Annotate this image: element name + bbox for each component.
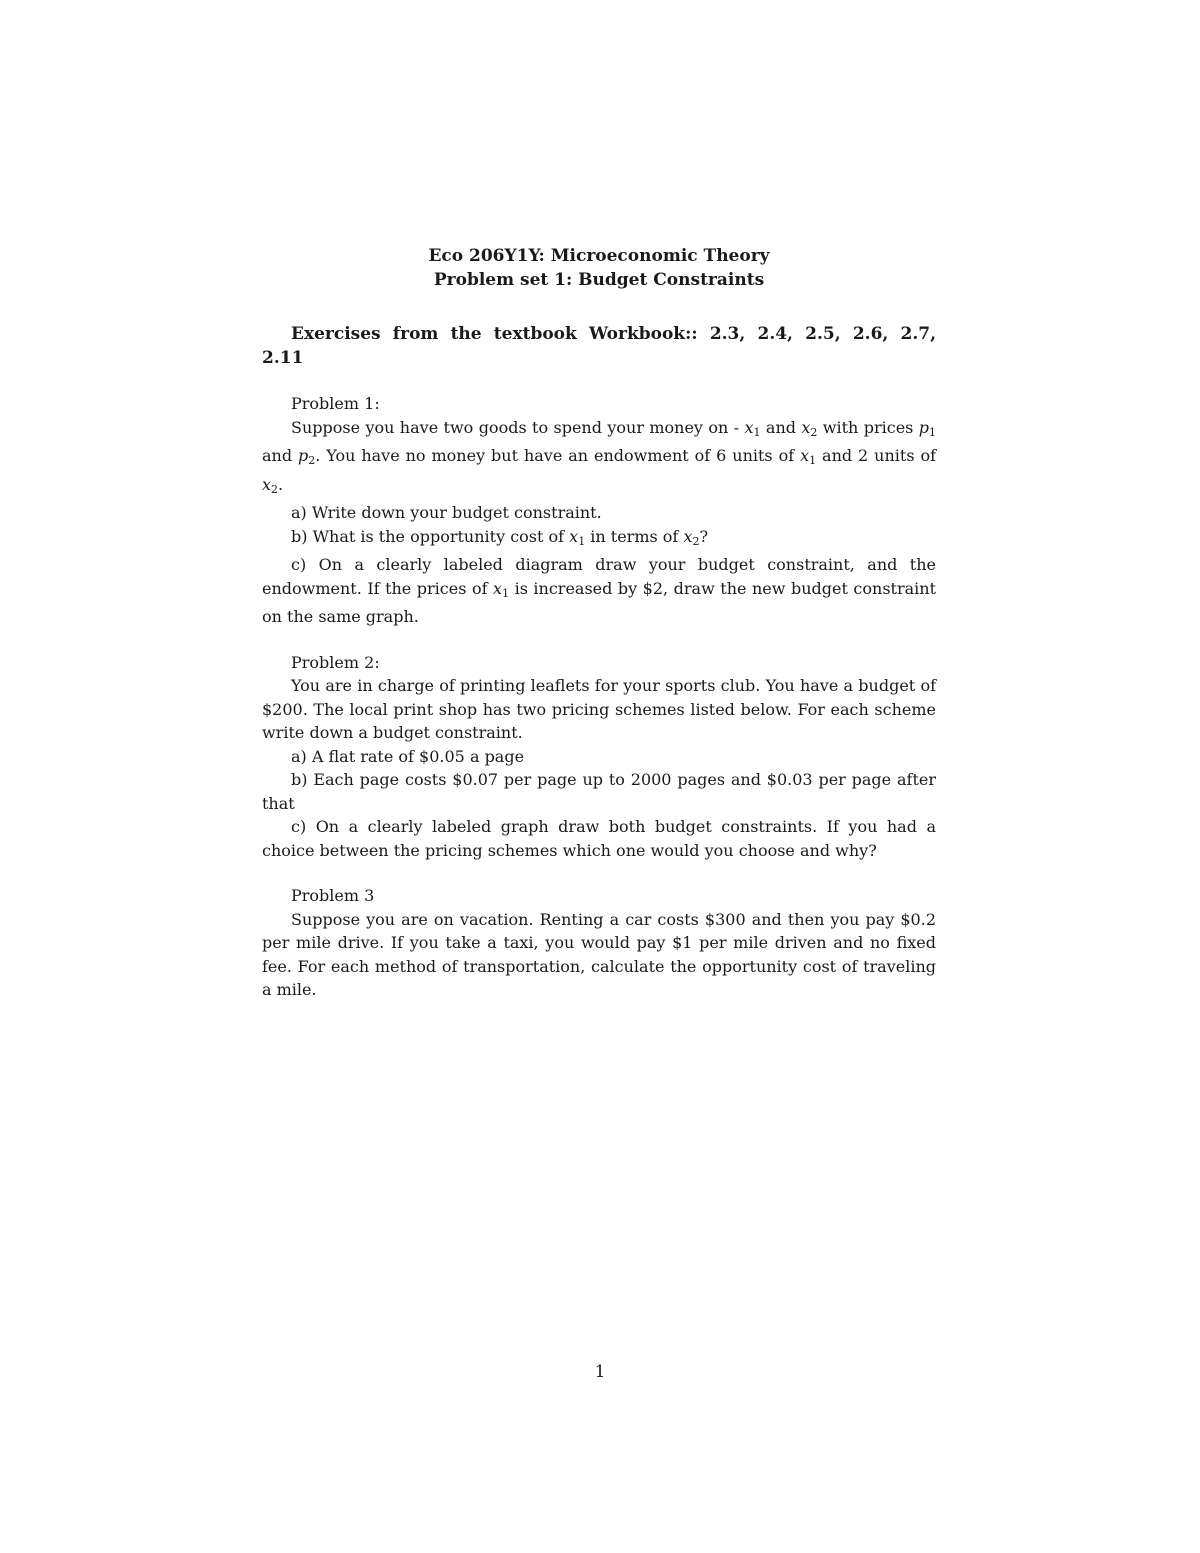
problem-2-heading: Problem 2:	[291, 652, 380, 672]
problem-3-heading: Problem 3	[291, 886, 375, 905]
problem-1	[262, 392, 936, 629]
problem-2-part-c: c) On a clearly labeled graph draw both budget constraints. If you had a choice between the pricing schemes which one would you choose and why?	[262, 817, 936, 860]
problem-2-part-a: a) A flat rate of $0.05 a page	[291, 746, 525, 766]
problem-1-part-a: a) Write down your budget constraint.	[291, 503, 602, 522]
problem-1-part-b: b) What is the opportunity cost of $x_1$ in terms of $x_2$?	[291, 526, 709, 548]
problem-1-intro: Suppose you have two goods to spend your money on - $x_1$ and $x_2$ with prices $p_1$ and $p_2$. You have no money but have an endowment of 6 units of $x_1$ and 2 units of $x_2$.	[262, 417, 937, 496]
problem-1-heading: Problem 1:	[291, 394, 380, 413]
problem-1-part-c: c) On a clearly labeled diagram draw your budget constraint, and the endowment. If the prices of $x_1$ is increased by $2, draw the new budget constraint on the same graph.	[262, 555, 937, 626]
problem-3	[262, 884, 936, 1002]
course-title: Eco 206Y1Y: Microeconomic Theory	[428, 246, 770, 266]
document-page	[262, 244, 936, 1002]
title-block	[262, 244, 936, 292]
problem-2	[262, 651, 936, 863]
problem-2-part-b: b) Each page costs $0.07 per page up to 2000 pages and $0.03 per page after that	[262, 770, 936, 813]
exercises-list: Exercises from the textbook Workbook:: 2.3, 2.4, 2.5, 2.6, 2.7, 2.11	[262, 324, 936, 368]
page-number: 1	[594, 1362, 606, 1382]
problem-2-intro: You are in charge of printing leaflets for your sports club. You have a budget of $200. The local print shop has two pricing schemes listed below. For each scheme write down a budget constraint.	[262, 676, 936, 742]
problem-3-text: Suppose you are on vacation. Renting a car costs $300 and then you pay $0.2 per mile drive. If you take a taxi, you would pay $1 per mile driven and no fixed fee. For each method of transportation, calculate the opportunity cost of traveling a mile.	[262, 909, 936, 999]
problem-set-title: Problem set 1: Budget Constraints	[433, 270, 765, 290]
